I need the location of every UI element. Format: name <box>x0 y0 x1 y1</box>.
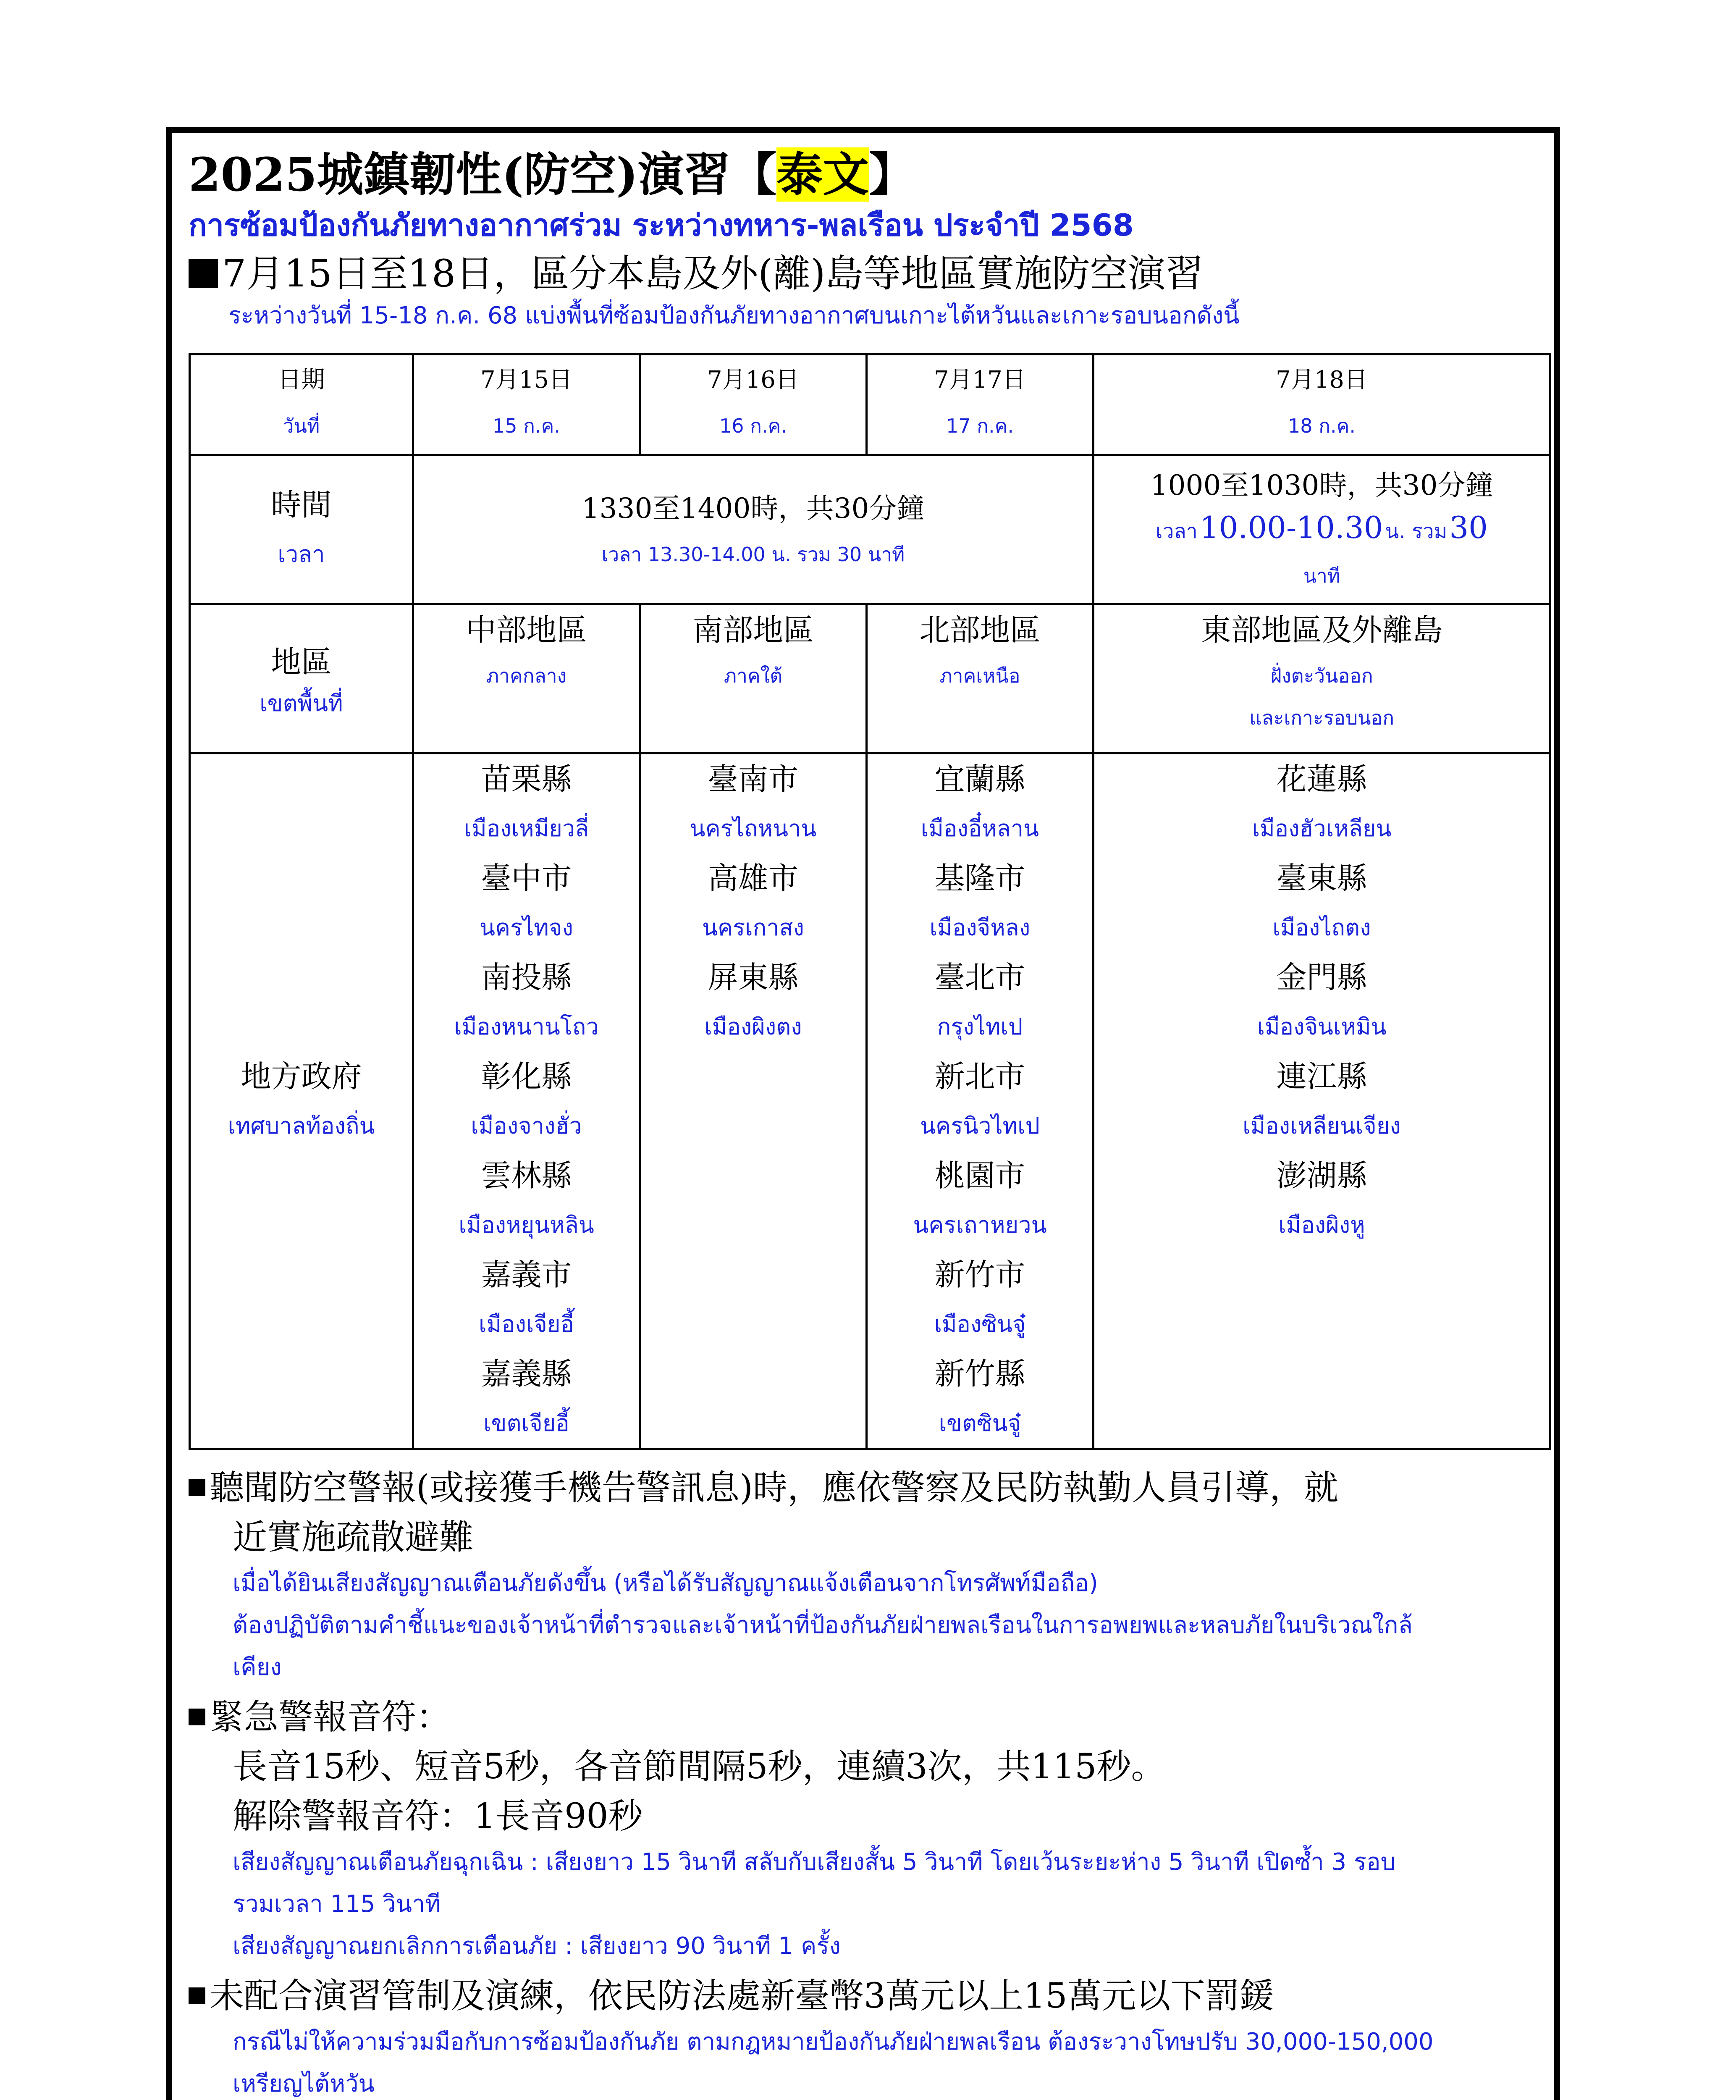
region-cell <box>1094 604 1550 753</box>
gov-zh: 花蓮縣 <box>1276 761 1367 797</box>
table-row-governments <box>190 753 1550 1449</box>
schedule-table <box>189 353 1551 1450</box>
page-title <box>189 145 1537 204</box>
gov-th: เมืองผิงหู <box>1278 1212 1365 1238</box>
region-label-zh: 地區 <box>271 644 332 680</box>
note-evacuation-zh <box>189 1463 1549 1513</box>
time-b-zh: 1000至1030時，共30分鐘 <box>1150 469 1493 501</box>
gov-cell <box>640 753 867 1449</box>
gov-th: เมืองหนานโถว <box>454 1013 599 1040</box>
region-zh: 東部地區及外離島 <box>1201 612 1443 648</box>
date-th: 15 ก.ค. <box>492 415 561 437</box>
notes-section <box>189 1463 1549 2100</box>
gov-th: เมืองไถตง <box>1272 914 1371 941</box>
gov-zh: 基隆市 <box>934 861 1025 896</box>
note-1-thai-2: ต้องปฏิบัติตามคำชี้แนะของเจ้าหน้าที่ตำรวจและเจ้าหน้าที่ป้องกันภัยฝ่ายพลเรือนในการอพยพและหลบภัยในบริเวณใกล้ <box>233 1612 1413 1639</box>
gov-cell <box>413 753 640 1449</box>
gov-label-zh: 地方政府 <box>241 1059 362 1094</box>
region-label-cell <box>190 604 413 753</box>
time-b-th-num: 30 <box>1449 510 1488 545</box>
note-2-thai-2: รวมเวลา 115 วินาที <box>233 1890 441 1918</box>
square-bullet-icon <box>189 1987 205 2004</box>
table-row-dates <box>190 354 1550 455</box>
time-a-zh: 1330至1400時，共30分鐘 <box>582 492 925 525</box>
gov-zh: 臺南市 <box>708 761 799 797</box>
time-b-th-mid: น. รวม <box>1385 520 1448 543</box>
date-cell <box>640 354 867 455</box>
gov-cell <box>867 753 1094 1449</box>
headline-thai: ระหว่างวันที่ 15-18 ก.ค. 68 แบ่งพื้นที่ซ้อมป้องกันภัยทางอากาศบนเกาะไต้หวันและเกาะรอบนอกดังนี้ <box>228 302 1240 329</box>
note-1-line-1: 聽聞防空警報(或接獲手機告警訊息)時，應依警察及民防執勤人員引導，就 <box>210 1468 1338 1508</box>
note-2-heading: 緊急警報音符： <box>210 1697 451 1737</box>
gov-th: เมืองเหมียวลี่ <box>464 815 589 842</box>
note-penalty-zh <box>189 1971 1549 2021</box>
gov-th: เมืองหยุนหลิน <box>459 1212 594 1238</box>
time-b-th-main: 10.00-10.30 <box>1199 510 1383 545</box>
time-b-th <box>1094 507 1549 557</box>
region-cell <box>867 604 1094 753</box>
date-zh: 7月18日 <box>1276 366 1368 394</box>
note-3-thai-1: กรณีไม่ให้ความร่วมมือกับการซ้อมป้องกันภัย ตามกฎหมายป้องกันภัยฝ่ายพลเรือน ต้องระวางโทษปรับ 30,000-150,000 <box>233 2028 1434 2055</box>
gov-zh: 苗栗縣 <box>481 761 572 797</box>
region-zh: 北部地區 <box>919 612 1041 648</box>
region-th: ฝั่งตะวันออก <box>1270 664 1373 687</box>
gov-th: เขตซินจู๋ <box>939 1410 1021 1436</box>
date-th: 18 ก.ค. <box>1288 415 1356 437</box>
gov-th: เมืองเหลียนเจียง <box>1243 1113 1401 1139</box>
gov-th: นครเถาหยวน <box>913 1212 1047 1238</box>
gov-th: เมืองฮัวเหลียน <box>1252 815 1392 842</box>
note-siren-zh <box>189 1693 1549 1742</box>
region-zh: 中部地區 <box>466 612 587 648</box>
table-row-region <box>190 604 1550 753</box>
time-cell-15-17 <box>413 455 1094 604</box>
date-cell <box>1094 354 1550 455</box>
date-zh: 7月15日 <box>480 366 572 394</box>
date-label-cell <box>190 354 413 455</box>
time-cell-18 <box>1094 455 1550 604</box>
gov-zh: 屏東縣 <box>708 960 799 995</box>
time-label-zh: 時間 <box>271 487 332 522</box>
gov-zh: 雲林縣 <box>481 1158 572 1193</box>
gov-zh: 宜蘭縣 <box>934 761 1025 797</box>
note-2-thai-3: เสียงสัญญาณยกเลิกการเตือนภัย : เสียงยาว 90 วินาที 1 ครั้ง <box>233 1932 841 1960</box>
region-th: ภาคกลาง <box>486 664 567 687</box>
note-1-thai-3: เคียง <box>233 1654 282 1681</box>
gov-zh: 新北市 <box>934 1059 1025 1094</box>
gov-th: เมืองผิงตง <box>704 1013 802 1040</box>
region-cell <box>640 604 867 753</box>
square-bullet-icon <box>189 1479 205 1496</box>
gov-zh: 南投縣 <box>481 960 572 995</box>
gov-zh: 桃園市 <box>934 1158 1025 1193</box>
headline-zh: 7月15日至18日，區分本島及外(離)島等地區實施防空演習 <box>222 252 1204 296</box>
square-bullet-icon <box>189 1709 205 1725</box>
gov-zh: 新竹市 <box>934 1257 1025 1292</box>
gov-th: เมืองอี๋หลาน <box>920 815 1039 842</box>
region-th: ภาคใต้ <box>724 664 783 687</box>
region-label-th: เขตพื้นที่ <box>260 690 343 717</box>
document-body <box>189 133 1537 2097</box>
time-a-th: เวลา 13.30-14.00 น. รวม 30 นาที <box>601 543 905 566</box>
title-prefix: 2025城鎮韌性(防空)演習【 <box>189 147 777 202</box>
note-2-line-3: 解除警報音符：1長音90秒 <box>233 1796 643 1836</box>
gov-th: นครนิวไทเป <box>920 1113 1040 1139</box>
table-row-time <box>190 455 1550 604</box>
note-3-thai-2: เหรียญไต้หวัน <box>233 2070 375 2097</box>
note-3-line-1: 未配合演習管制及演練，依民防法處新臺幣3萬元以上15萬元以下罰鍰 <box>210 1976 1274 2016</box>
square-bullet-icon <box>189 259 218 288</box>
gov-cell <box>1094 753 1550 1449</box>
gov-th: กรุงไทเป <box>937 1013 1023 1040</box>
gov-th: เขตเจียอี้ <box>483 1410 569 1436</box>
gov-th: เมืองจางฮั่ว <box>471 1113 582 1139</box>
date-label-zh: 日期 <box>278 366 325 394</box>
page-subtitle: การซ้อมป้องกันภัยทางอากาศร่วม ระหว่างทหาร-พลเรือน ประจำปี 2568 <box>189 207 1134 243</box>
gov-zh: 新竹縣 <box>934 1356 1025 1391</box>
region-zh: 南部地區 <box>692 612 814 648</box>
date-zh: 7月16日 <box>707 366 799 394</box>
time-label-th: เวลา <box>278 541 325 567</box>
date-zh: 7月17日 <box>934 366 1026 394</box>
note-1-thai-1: เมื่อได้ยินเสียงสัญญาณเตือนภัยดังขึ้น (หรือได้รับสัญญาณแจ้งเตือนจากโทรศัพท์มือถือ) <box>233 1570 1098 1597</box>
region-cell <box>413 604 640 753</box>
gov-zh: 高雄市 <box>708 861 799 896</box>
gov-zh: 臺北市 <box>934 960 1025 995</box>
gov-zh: 嘉義縣 <box>481 1356 572 1391</box>
date-cell <box>413 354 640 455</box>
gov-zh: 嘉義市 <box>481 1257 572 1292</box>
gov-zh: 臺中市 <box>481 861 572 896</box>
gov-zh: 金門縣 <box>1276 960 1367 995</box>
gov-label-cell <box>190 753 413 1449</box>
time-b-th-prefix: เวลา <box>1156 520 1198 543</box>
gov-th: นครไถหนาน <box>690 815 817 842</box>
gov-th: เมืองจินเหมิน <box>1257 1013 1387 1040</box>
region-th-line2: และเกาะรอบนอก <box>1249 706 1395 729</box>
date-th: 16 ก.ค. <box>719 415 787 437</box>
note-2-thai-1: เสียงสัญญาณเตือนภัยฉุกเฉิน : เสียงยาว 15 วินาที สลับกับเสียงสั้น 5 วินาที โดยเว้นระยะห่าง 5 วินาที เปิดซ้ำ 3 รอบ <box>233 1848 1396 1876</box>
date-th: 17 ก.ค. <box>946 415 1014 437</box>
time-b-th-suffix: นาที <box>1303 564 1340 587</box>
gov-zh: 連江縣 <box>1276 1059 1367 1094</box>
title-suffix: 】 <box>869 147 915 202</box>
gov-th: เมืองจีหลง <box>929 914 1031 941</box>
date-label-th: วันที่ <box>283 415 320 437</box>
gov-zh: 彰化縣 <box>481 1059 572 1094</box>
title-highlight: 泰文 <box>776 147 869 202</box>
gov-th: เมืองซินจู๋ <box>934 1311 1026 1337</box>
gov-th: นครเกาสง <box>702 914 804 941</box>
time-label-cell <box>190 455 413 604</box>
gov-zh: 澎湖縣 <box>1276 1158 1367 1193</box>
note-1-line-2: 近實施疏散避難 <box>233 1517 474 1557</box>
gov-zh: 臺東縣 <box>1276 861 1367 896</box>
gov-th: เมืองเจียอี้ <box>478 1311 574 1337</box>
region-th: ภาคเหนือ <box>939 664 1020 687</box>
date-cell <box>867 354 1094 455</box>
note-2-line-2: 長音15秒、短音5秒，各音節間隔5秒，連續3次，共115秒。 <box>233 1747 1166 1787</box>
document-frame <box>166 127 1560 2100</box>
headline <box>189 249 1537 299</box>
gov-th: นครไทจง <box>480 914 573 941</box>
gov-label-th: เทศบาลท้องถิ่น <box>228 1113 375 1139</box>
